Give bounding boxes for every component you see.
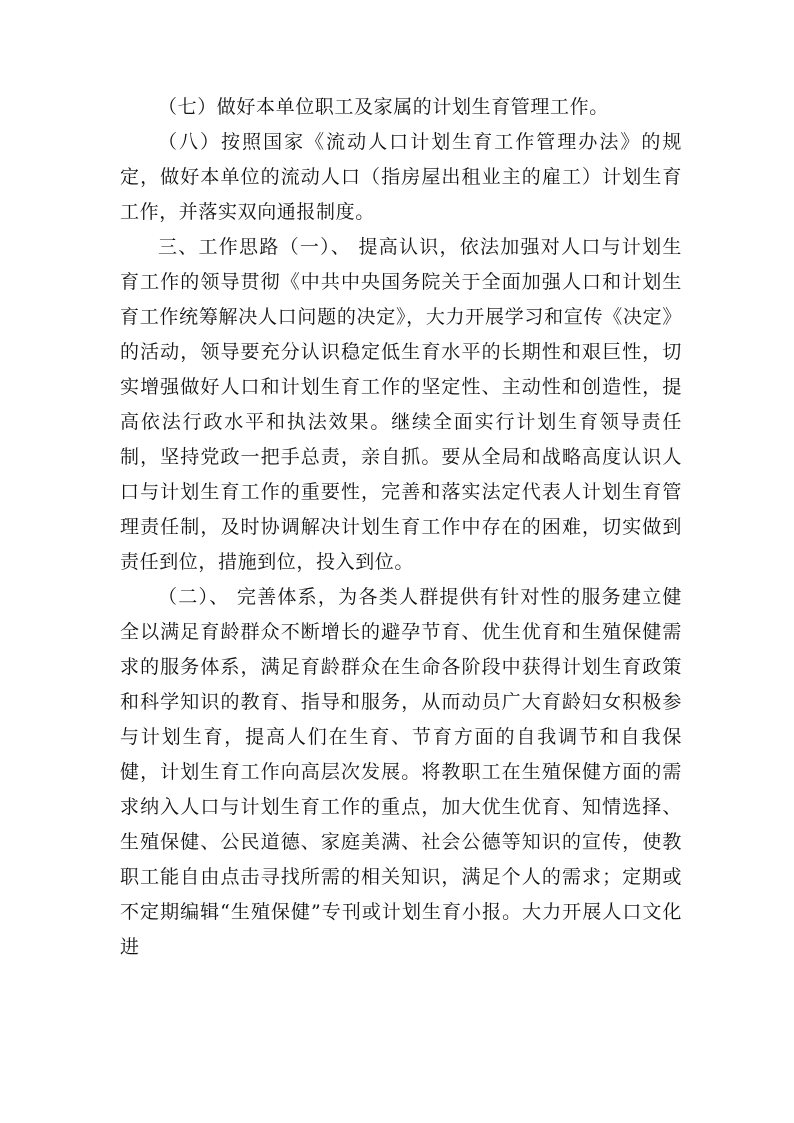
paragraph-work-ideas-1: 三、工作思路（一）、 提高认识，依法加强对人口与计划生育工作的领导贯彻《中共中央国务院关于全面加强人口和计划生育工作统筹解决人口问题的决定》，大力开展学习和宣传《决定》的活动，领导要充分认识稳定低生育水平的长期性和艰巨性，切实增强做好人口和计划生育工作的坚定性、主动性和创造性，提高依法行政水平和执法效果。继续全面实行计划生育领导责任制，坚持党政一把手总责，亲自抓。要从全局和战略高度认识人口与计划生育工作的重要性，完善和落实法定代表人计划生育管理责任制，及时协调解决计划生育工作中存在的困难，切实做到责任到位，措施到位，投入到位。 <box>120 236 682 573</box>
paragraph-8: （八）按照国家《流动人口计划生育工作管理办法》的规定，做好本单位的流动人口（指房屋出租业主的雇工）计划生育工作，并落实双向通报制度。 <box>120 131 682 223</box>
document-page <box>120 90 682 965</box>
paragraph-work-ideas-2: （二）、 完善体系，为各类人群提供有针对性的服务建立健全以满足育龄群众不断增长的避孕节育、优生优育和生殖保健需求的服务体系，满足育龄群众在生命各阶段中获得计划生育政策和科学知识的教育、指导和服务，从而动员广大育龄妇女积极参与计划生育，提高人们在生育、节育方面的自我调节和自我保健，计划生育工作向高层次发展。将教职工在生殖保健方面的需求纳入人口与计划生育工作的重点，加大优生优育、知情选择、生殖保健、公民道德、家庭美满、社会公德等知识的宣传，使教职工能自由点击寻找所需的相关知识，满足个人的需求；定期或不定期编辑“生殖保健”专刊或计划生育小报。大力开展人口文化进 <box>120 586 682 958</box>
paragraph-7: （七）做好本单位职工及家属的计划生育管理工作。 <box>158 96 609 118</box>
